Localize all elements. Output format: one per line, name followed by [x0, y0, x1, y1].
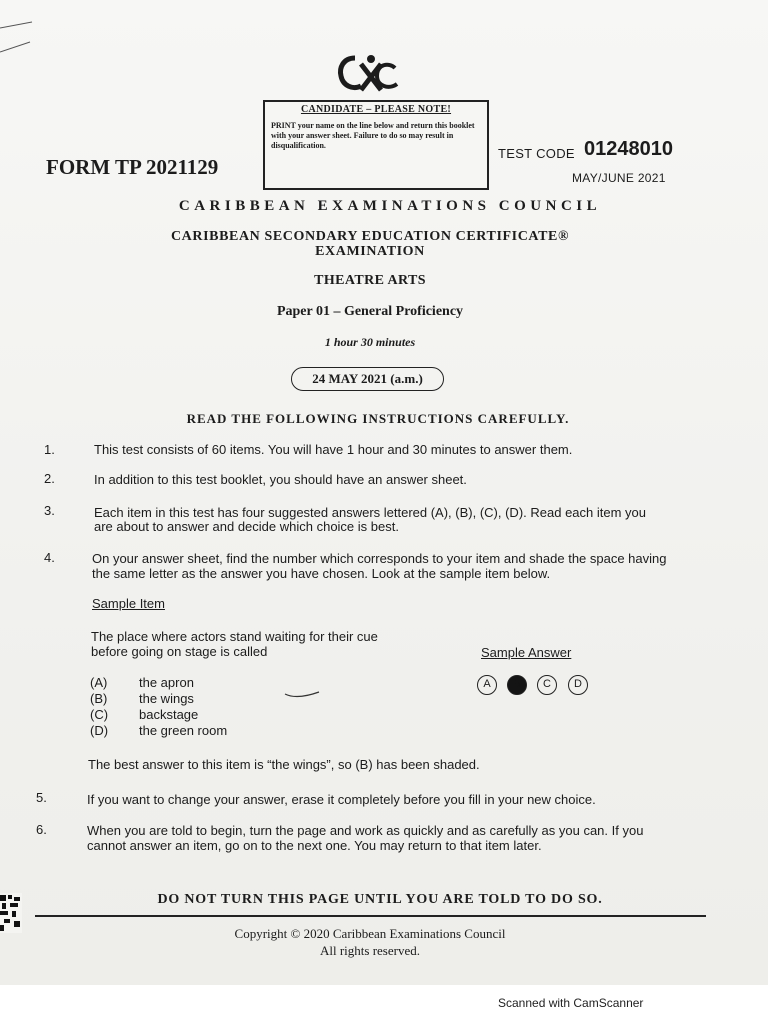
sample-explanation: The best answer to this item is “the wings”, so (B) has been shaded. — [88, 757, 480, 772]
test-code-value: 01248010 — [584, 138, 673, 160]
footer-divider — [35, 915, 706, 917]
option-text-d: the green room — [139, 723, 228, 738]
sample-question-line: before going on stage is called — [91, 644, 268, 659]
scanner-footer — [0, 985, 768, 1024]
scanner-watermark: Scanned with CamScanner — [498, 996, 644, 1010]
exam-duration: 1 hour 30 minutes — [324, 335, 416, 349]
instructions-heading: READ THE FOLLOWING INSTRUCTIONS CAREFULLY. — [186, 411, 570, 426]
option-text-c: backstage — [139, 707, 199, 722]
examination-title: EXAMINATION — [315, 244, 425, 259]
certificate-title: CARIBBEAN SECONDARY EDUCATION CERTIFICATE® — [170, 229, 570, 244]
instruction-text: Each item in this test has four suggested answers lettered (A), (B), (C), (D). Read each item you — [94, 505, 646, 520]
form-code: FORM TP 2021129 — [46, 155, 219, 179]
instruction-number: 4. — [44, 550, 55, 565]
notice-body: PRINT your name on the line below and return this booklet with your answer sheet. Failure to do so may result in disqualification. — [271, 121, 475, 150]
instruction-number: 6. — [36, 822, 47, 837]
option-text-b: the wings — [139, 691, 194, 706]
instruction-text: cannot answer an item, go on to the next one. You may return to that item later. — [87, 838, 542, 853]
instruction-text: In addition to this test booklet, you should have an answer sheet. — [94, 472, 467, 487]
instruction-text: When you are told to begin, turn the page and work as quickly and as carefully as you can. If you — [87, 823, 644, 838]
instruction-text: If you want to change your answer, erase it completely before you fill in your new choice. — [87, 792, 596, 807]
sample-question-line: The place where actors stand waiting for their cue — [91, 629, 378, 644]
qr-code-icon — [0, 893, 22, 933]
option-letter-c: (C) — [90, 707, 109, 722]
exam-date: 24 MAY 2021 (a.m.) — [291, 367, 444, 391]
pen-mark-icon — [283, 688, 323, 700]
subject-title: THEATRE ARTS — [314, 273, 426, 288]
edge-mark-icon — [0, 18, 40, 58]
test-code-label: TEST CODE — [498, 146, 575, 161]
instruction-number: 2. — [44, 471, 55, 486]
instruction-number: 1. — [44, 442, 55, 457]
option-text-a: the apron — [139, 675, 194, 690]
instruction-text: On your answer sheet, find the number which corresponds to your item and shade the space having — [92, 551, 667, 566]
sample-question — [91, 629, 421, 659]
council-name: CARIBBEAN EXAMINATIONS COUNCIL — [178, 198, 602, 214]
option-letter-a: (A) — [90, 675, 108, 690]
sample-item-label: Sample Item — [92, 596, 165, 611]
exam-session: MAY/JUNE 2021 — [572, 171, 666, 185]
sample-answer-label: Sample Answer — [481, 645, 572, 660]
answer-bubble-a: A — [477, 675, 497, 695]
answer-bubble-d: D — [568, 675, 588, 695]
do-not-turn-warning: DO NOT TURN THIS PAGE UNTIL YOU ARE TOLD TO DO SO. — [157, 892, 603, 907]
option-letter-b: (B) — [90, 691, 108, 706]
instruction-number: 3. — [44, 503, 55, 518]
notice-title: CANDIDATE – PLEASE NOTE! — [300, 104, 452, 115]
option-letter-d: (D) — [90, 723, 109, 738]
rights-notice: All rights reserved. — [319, 943, 420, 958]
cxc-logo-icon — [335, 50, 401, 96]
instruction-text: are about to answer and decide which choice is best. — [94, 519, 399, 534]
answer-bubble-c: C — [537, 675, 557, 695]
answer-bubble-b: B — [507, 675, 527, 695]
instruction-number: 5. — [36, 790, 47, 805]
candidate-notice-box — [263, 100, 489, 190]
copyright-notice: Copyright © 2020 Caribbean Examinations Council — [234, 926, 506, 941]
instruction-text: This test consists of 60 items. You will have 1 hour and 30 minutes to answer them. — [94, 442, 573, 457]
instruction-text: the same letter as the answer you have chosen. Look at the sample item below. — [92, 566, 551, 581]
paper-title: Paper 01 – General Proficiency — [276, 304, 464, 319]
